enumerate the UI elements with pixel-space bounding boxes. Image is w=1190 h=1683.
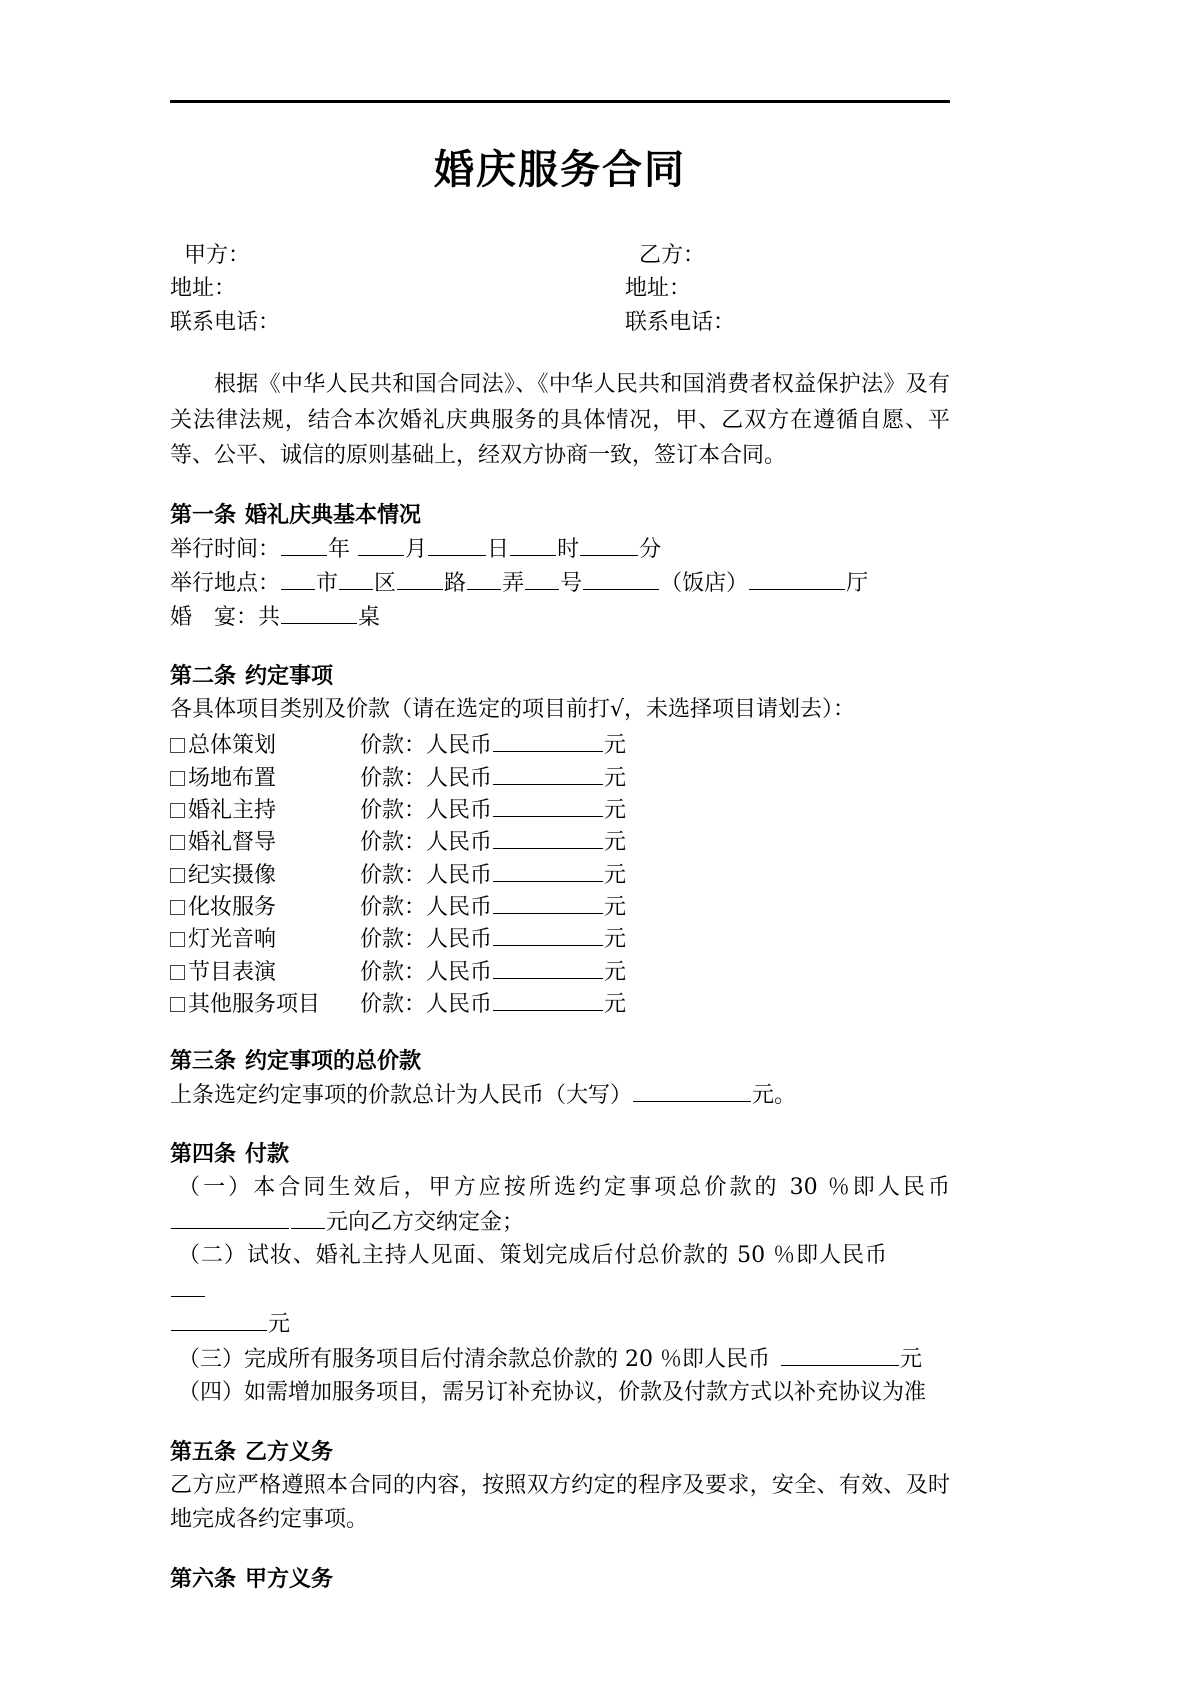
- venue-district-blank[interactable]: [339, 566, 373, 590]
- event-venue-line: [170, 566, 950, 600]
- party-row: [170, 272, 950, 305]
- clause-1-index: （一）: [178, 1175, 254, 1201]
- article-5-heading: [170, 1436, 950, 1469]
- service-item-row[interactable]: [170, 825, 950, 857]
- event-day-blank[interactable]: [428, 532, 486, 556]
- clause-2-index: （二）: [178, 1243, 247, 1269]
- checkbox-icon[interactable]: [170, 868, 185, 883]
- price-unit: 元: [604, 927, 627, 953]
- banquet-prefix: 共: [258, 605, 281, 631]
- article-5-number: 第五条: [170, 1438, 237, 1465]
- event-time-line: [170, 532, 950, 566]
- event-minute-blank[interactable]: [580, 532, 638, 556]
- unit-hour: 时: [557, 536, 580, 562]
- price-label: 价款：人民币: [360, 894, 493, 920]
- price-label: 价款：人民币: [360, 830, 493, 856]
- party-b-name-label: 乙方：: [639, 243, 706, 268]
- service-item-price: [360, 761, 626, 793]
- clause-3-part3: 元: [900, 1346, 923, 1372]
- article-3-title: 约定事项的总价款: [245, 1048, 422, 1075]
- total-price-text-after: 元。: [752, 1083, 797, 1109]
- price-unit: 元: [604, 830, 627, 856]
- service-item-price: [360, 955, 626, 987]
- price-label: 价款：人民币: [360, 927, 493, 953]
- party-a-name-label: 甲方：: [184, 243, 251, 268]
- service-item-label: 节目表演: [188, 959, 277, 985]
- article-1-heading: [170, 499, 950, 532]
- venue-city-blank[interactable]: [281, 566, 315, 590]
- clause-4-text: 如需增加服务项目，需另订补充协议，价款及付款方式以补充协议为准: [244, 1380, 927, 1406]
- article-1-number: 第一条: [170, 501, 237, 528]
- unit-district: 区: [374, 571, 397, 597]
- service-item-price: [360, 890, 626, 922]
- service-item-price: [360, 825, 626, 857]
- service-item-label: 婚礼督导: [188, 830, 277, 856]
- clause-2-part3: 元: [268, 1312, 291, 1338]
- venue-number-blank[interactable]: [525, 566, 559, 590]
- article-2-number: 第二条: [170, 663, 237, 690]
- service-item-name: [170, 731, 360, 760]
- clause-3-part2: ％即人民币: [660, 1346, 771, 1372]
- page-title: 婚庆服务合同: [434, 146, 686, 193]
- page-content: [170, 0, 950, 1596]
- article-6-title: 甲方义务: [245, 1565, 334, 1592]
- service-item-name: [170, 990, 360, 1019]
- unit-lane: 弄: [502, 571, 525, 597]
- venue-hotel-blank[interactable]: [583, 566, 659, 590]
- price-label: 价款：人民币: [360, 959, 493, 985]
- price-unit: 元: [604, 992, 627, 1017]
- service-item-label: 其他服务项目: [188, 992, 321, 1017]
- price-blank[interactable]: [493, 987, 603, 1011]
- clause-3-part1: 完成所有服务项目后付清余款总价款的: [244, 1346, 619, 1372]
- checkbox-icon[interactable]: [170, 771, 185, 786]
- unit-year: 年: [328, 536, 351, 562]
- banquet-unit: 桌: [358, 605, 381, 631]
- party-a-address-label: 地址：: [170, 276, 237, 302]
- article-3: [170, 1045, 950, 1112]
- price-unit: 元: [604, 894, 627, 920]
- checkbox-icon[interactable]: [170, 738, 185, 753]
- event-year-blank[interactable]: [281, 532, 327, 556]
- service-item-row[interactable]: [170, 987, 950, 1019]
- service-item-row[interactable]: [170, 761, 950, 793]
- payment-clause-1: [170, 1171, 950, 1239]
- price-label: 价款：人民币: [360, 765, 493, 791]
- clause-1-percent: 30: [789, 1175, 818, 1201]
- article-3-number: 第三条: [170, 1048, 237, 1075]
- price-unit: 元: [604, 959, 627, 985]
- clause-1-part2: ％即人民币: [827, 1175, 950, 1201]
- article-1: [170, 499, 950, 634]
- article-1-title: 婚礼庆典基本情况: [245, 501, 422, 528]
- service-item-label: 场地布置: [188, 765, 277, 791]
- article-4-title: 付款: [245, 1141, 290, 1168]
- service-item-label: 灯光音响: [188, 927, 277, 953]
- price-blank[interactable]: [493, 793, 603, 817]
- event-hour-blank[interactable]: [510, 532, 556, 556]
- service-item-name: [170, 958, 360, 987]
- price-label: 价款：人民币: [360, 992, 493, 1017]
- clause-1-part3: 元向乙方交纳定金；: [326, 1209, 525, 1235]
- price-blank[interactable]: [493, 955, 603, 979]
- price-unit: 元: [604, 797, 627, 823]
- article-2-heading: [170, 660, 950, 693]
- service-item-row[interactable]: [170, 793, 950, 825]
- price-unit: 元: [604, 765, 627, 791]
- venue-lane-blank[interactable]: [467, 566, 501, 590]
- service-item-name: [170, 925, 360, 954]
- service-item-label: 婚礼主持: [188, 797, 277, 823]
- article-2: [170, 660, 950, 1019]
- total-price-blank[interactable]: [633, 1078, 751, 1102]
- price-label: 价款：人民币: [360, 733, 493, 759]
- clause-2-part2: ％即人民币: [773, 1243, 888, 1269]
- service-item-name: [170, 828, 360, 857]
- service-item-price: [360, 728, 626, 760]
- total-price-line: [170, 1078, 950, 1112]
- service-item-row[interactable]: [170, 890, 950, 922]
- venue-hall-blank[interactable]: [749, 566, 845, 590]
- intro-paragraph: 根据《中华人民共和国合同法》、《中华人民共和国消费者权益保护法》及有关法律法规，结合本次婚礼庆典服务的具体情况，甲、乙双方在遵循自愿、平等、公平、诚信的原则基础上，经双方协商一致，签订本合同。: [170, 372, 950, 468]
- price-blank[interactable]: [493, 761, 603, 785]
- service-item-label: 纪实摄像: [188, 862, 277, 888]
- unit-minute: 分: [639, 536, 662, 562]
- article-2-title: 约定事项: [245, 663, 334, 690]
- checkbox-icon[interactable]: [170, 965, 185, 980]
- event-venue-label: 举行地点：: [170, 571, 281, 597]
- service-item-price: [360, 987, 626, 1019]
- service-item-label: 总体策划: [188, 733, 277, 759]
- service-item-row[interactable]: [170, 955, 950, 987]
- article-6-heading: [170, 1563, 950, 1596]
- service-item-row[interactable]: [170, 728, 950, 760]
- checkbox-icon[interactable]: [170, 997, 185, 1012]
- price-label: 价款：人民币: [360, 797, 493, 823]
- payment-clause-4: [170, 1376, 950, 1409]
- total-price-text-before: 上条选定约定事项的价款总计为人民币（大写）: [170, 1083, 633, 1109]
- service-item-name: [170, 861, 360, 890]
- article-4-number: 第四条: [170, 1141, 237, 1168]
- header-rule: [170, 100, 950, 103]
- service-item-price: [360, 793, 626, 825]
- venue-hall-label: 厅: [846, 571, 869, 597]
- venue-road-blank[interactable]: [397, 566, 443, 590]
- payment-clause-2: [170, 1239, 950, 1342]
- unit-road: 路: [444, 571, 467, 597]
- party-b-address-label: 地址：: [625, 276, 692, 302]
- price-unit: 元: [604, 733, 627, 759]
- clause-2-amount-blank-cont[interactable]: [171, 1307, 267, 1331]
- article-4-heading: [170, 1138, 950, 1171]
- service-item-row[interactable]: [170, 922, 950, 954]
- checkbox-icon[interactable]: [170, 835, 185, 850]
- price-blank[interactable]: [493, 858, 603, 882]
- price-unit: 元: [604, 862, 627, 888]
- event-time-label: 举行时间：: [170, 536, 281, 562]
- clause-3-percent: 20: [625, 1346, 654, 1372]
- banquet-line: [170, 600, 950, 634]
- article-5: [170, 1436, 950, 1537]
- unit-month: 月: [405, 536, 428, 562]
- service-item-name: [170, 893, 360, 922]
- price-blank[interactable]: [493, 728, 603, 752]
- article-5-title: 乙方义务: [245, 1438, 334, 1465]
- payment-clause-3: [170, 1342, 950, 1377]
- checkbox-icon[interactable]: [170, 900, 185, 915]
- party-row: [170, 306, 950, 339]
- service-item-price: [360, 858, 626, 890]
- price-blank[interactable]: [493, 922, 603, 946]
- party-a-phone-label: 联系电话：: [170, 309, 281, 335]
- checkbox-icon[interactable]: [170, 932, 185, 947]
- article-6: [170, 1563, 950, 1596]
- checkbox-icon[interactable]: [170, 803, 185, 818]
- unit-day: 日: [487, 536, 510, 562]
- article-6-number: 第六条: [170, 1565, 237, 1592]
- service-item-list: [170, 728, 950, 1019]
- price-label: 价款：人民币: [360, 862, 493, 888]
- banquet-label: 婚 宴：: [170, 605, 259, 631]
- article-3-heading: [170, 1045, 950, 1078]
- article-2-instruction: 各具体项目类别及价款（请在选定的项目前打√，未选择项目请划去）：: [170, 697, 856, 723]
- clause-2-percent: 50: [737, 1243, 766, 1269]
- service-item-label: 化妆服务: [188, 894, 277, 920]
- parties-block: [170, 239, 950, 339]
- price-blank[interactable]: [493, 825, 603, 849]
- service-item-row[interactable]: [170, 858, 950, 890]
- clause-1-amount-blank[interactable]: [171, 1205, 289, 1229]
- clause-3-amount-blank[interactable]: [781, 1342, 899, 1366]
- clause-1-part1: 本合同生效后，甲方应按所选约定事项总价款的: [253, 1175, 780, 1201]
- unit-number: 号: [560, 571, 583, 597]
- service-item-price: [360, 922, 626, 954]
- banquet-tables-blank[interactable]: [281, 600, 357, 624]
- party-b-phone-label: 联系电话：: [625, 309, 736, 335]
- price-blank[interactable]: [493, 890, 603, 914]
- clause-1-amount-blank-cont[interactable]: [291, 1205, 325, 1229]
- party-row: [170, 239, 950, 272]
- clause-2-part1: 试妆、婚礼主持人见面、策划完成后付总价款的: [246, 1243, 730, 1269]
- clause-4-index: （四）: [178, 1380, 245, 1406]
- article-5-text: 乙方应严格遵照本合同的内容，按照双方约定的程序及要求，安全、有效、及时地完成各约定事项。: [170, 1472, 950, 1532]
- service-item-name: [170, 796, 360, 825]
- article-4: [170, 1138, 950, 1409]
- event-month-blank[interactable]: [358, 532, 404, 556]
- unit-city: 市: [316, 571, 339, 597]
- clause-2-amount-blank[interactable]: [171, 1273, 205, 1297]
- venue-hotel-label: （饭店）: [660, 571, 749, 597]
- service-item-name: [170, 764, 360, 793]
- clause-3-index: （三）: [178, 1346, 245, 1372]
